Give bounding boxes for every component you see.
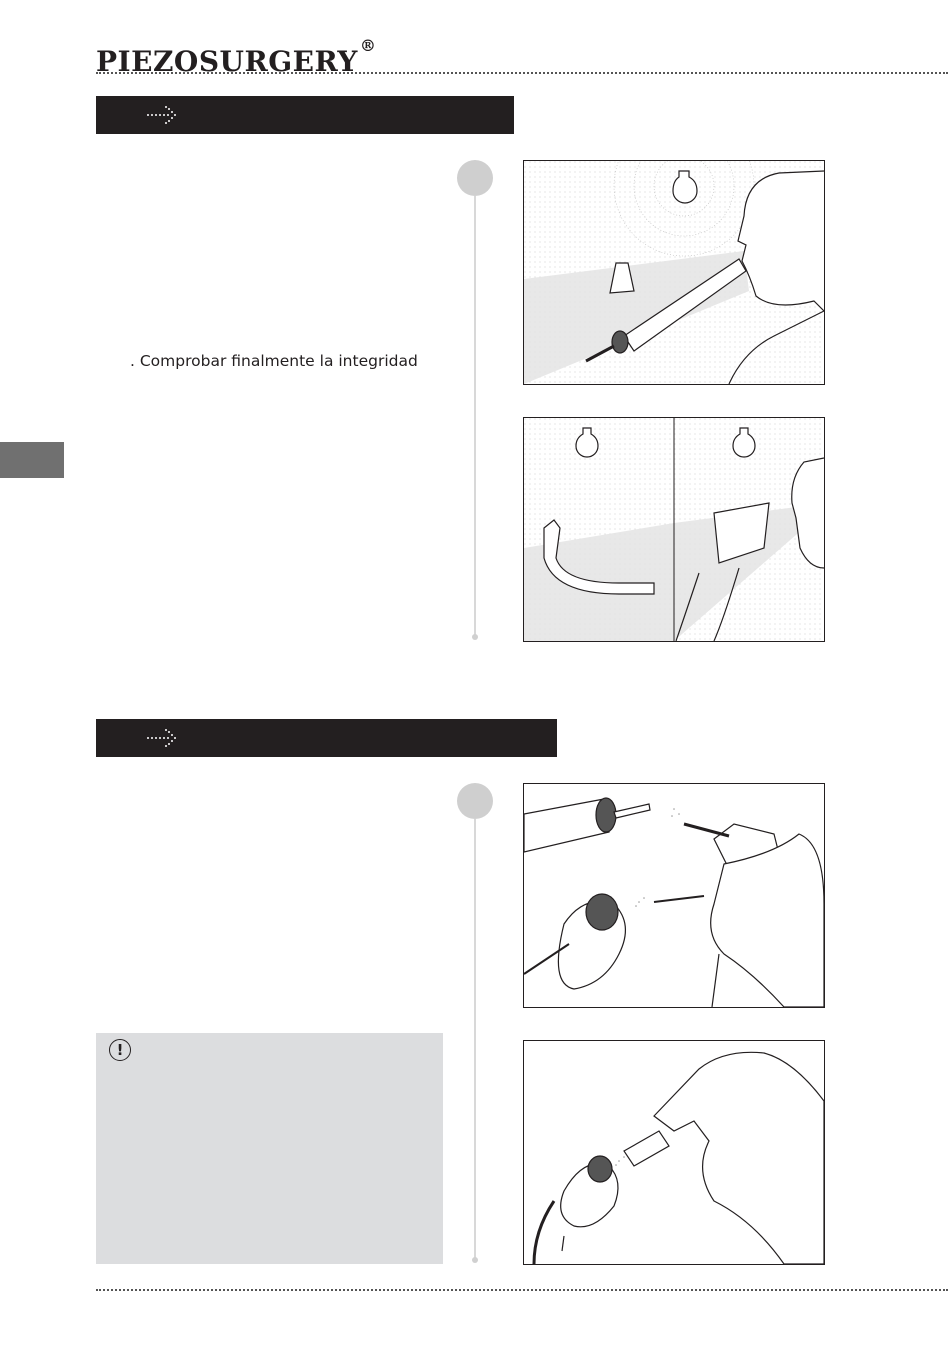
brand-logo-text: PIEZOSURGERY: [96, 45, 358, 78]
header-divider: [96, 72, 948, 74]
step-marker-1: [457, 160, 493, 196]
dotted-arrow-icon: [146, 727, 178, 749]
section-1-bar: [96, 96, 514, 134]
illustration-cleaning-spray: [523, 783, 825, 1008]
exclamation-circle-icon: !: [109, 1039, 131, 1061]
section-2-bar: [96, 719, 557, 757]
chapter-tab: [0, 442, 64, 478]
illustration-cleaning-cable: [523, 1040, 825, 1265]
step-marker-2: [457, 783, 493, 819]
dotted-arrow-icon: [146, 104, 178, 126]
warning-box: [96, 1033, 443, 1264]
footer-divider: [96, 1289, 948, 1291]
registered-mark: ®: [359, 36, 377, 55]
timeline-line-1: [474, 196, 476, 636]
timeline-line-2: [474, 819, 476, 1259]
timeline-end-2: [472, 1257, 478, 1263]
illustration-inspection-handpiece: [523, 160, 825, 385]
timeline-end-1: [472, 634, 478, 640]
illustration-inspection-tips: [523, 417, 825, 642]
instruction-text: . Comprobar finalmente la integridad: [130, 352, 418, 370]
